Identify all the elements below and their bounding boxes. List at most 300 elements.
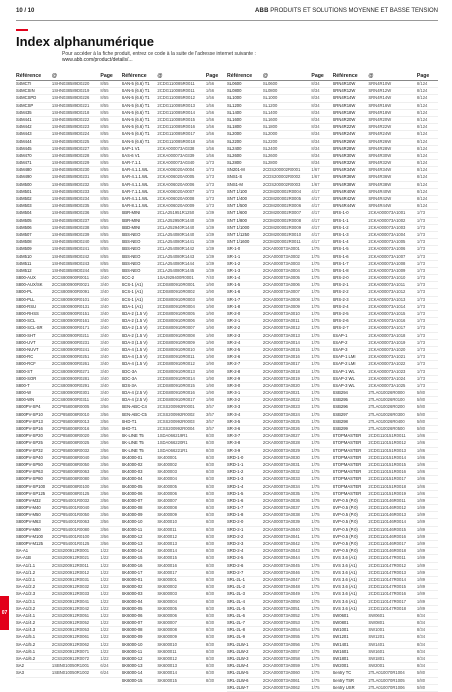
product-code-link[interactable]: 2TLA010026R0100	[368, 397, 405, 403]
product-code-link[interactable]: 2TLA010026R0300	[368, 411, 405, 417]
product-code-link[interactable]: 2CDG110147R0013	[368, 569, 406, 575]
product-code-link[interactable]: 1SHN038589D0222	[51, 116, 90, 122]
product-code-link[interactable]: SRN4R30W	[368, 152, 392, 158]
product-code-link[interactable]: 2CDG110147R0011	[368, 555, 406, 561]
product-code-link[interactable]: SK600014	[157, 670, 177, 676]
product-code-link[interactable]: 2CDG110146R0016	[368, 533, 406, 539]
product-code-link[interactable]: 1SAJ929400R0001	[157, 275, 194, 281]
product-code-link[interactable]: SW1201	[368, 634, 385, 640]
product-code-link[interactable]: SK400005	[157, 483, 177, 489]
product-code-link[interactable]: 2CKA000073A0009	[262, 303, 300, 309]
product-code-link[interactable]: 2CKA000073A1007	[368, 253, 406, 259]
product-code-link[interactable]: 2CSS200912R0012	[51, 569, 90, 575]
product-code-link[interactable]: 1SHN038589D0233	[51, 188, 90, 194]
product-code-link[interactable]: 2CDM200002R0009	[262, 224, 302, 230]
product-code-link[interactable]: SL1400	[262, 109, 278, 115]
product-code-link[interactable]: SRN4R38W	[368, 181, 392, 187]
product-code-link[interactable]: SRN4R34W	[368, 167, 392, 173]
product-code-link[interactable]: SK400010	[157, 519, 177, 525]
product-code-link[interactable]: 2CSS200912R0042	[51, 605, 90, 611]
product-code-link[interactable]: SK600001	[157, 576, 177, 582]
product-code-link[interactable]: 2CCS800900R0301	[51, 390, 90, 396]
product-code-link[interactable]: 2CSS200912R0041	[51, 598, 90, 604]
product-code-link[interactable]: SRN4R20W	[368, 116, 392, 122]
product-code-link[interactable]: 1SHN038589D0220	[51, 81, 90, 86]
product-code-link[interactable]: 2CKA000073A1018	[368, 332, 406, 338]
product-code-link[interactable]: 2CKA000073A0046	[262, 569, 300, 575]
product-code-link[interactable]: 2CDG110146R0012	[368, 505, 406, 511]
product-code-link[interactable]: 1SHN038589D0230	[51, 167, 90, 173]
product-code-link[interactable]: 2CSS200912R0051	[51, 612, 90, 618]
product-code-link[interactable]: 2CDG110085R0011	[157, 81, 195, 86]
product-code-link[interactable]: 2CKA000073A0060	[262, 670, 300, 676]
product-code-link[interactable]: 2CDG110151R0016	[368, 469, 406, 475]
product-code-link[interactable]: 2CCS800900R0211	[51, 332, 90, 338]
product-code-link[interactable]: 2CKA000073A0030	[262, 454, 300, 460]
product-code-link[interactable]: 2CKA000073A1022	[368, 361, 406, 367]
product-code-link[interactable]: 2CKA000073A0051	[262, 605, 300, 611]
product-code-link[interactable]: SL2000	[262, 131, 278, 137]
product-code-link[interactable]: 2CDS800910R0006	[157, 318, 195, 324]
product-code-link[interactable]: 2CSS200912R0071	[51, 648, 90, 654]
product-code-link[interactable]: 2CKA000073A1006	[368, 246, 406, 252]
product-code-link[interactable]: 1SHN038589D0241	[51, 246, 90, 252]
product-code-link[interactable]: 2CLA254080R1442	[157, 246, 195, 252]
product-code-link[interactable]: 1SHN038589D0228	[51, 152, 90, 158]
product-code-link[interactable]: 1SHN038589D0234	[51, 196, 90, 201]
product-code-link[interactable]: 2CCP854001R0100	[51, 533, 90, 539]
product-code-link[interactable]: 2CKA000073A0052	[262, 612, 300, 618]
product-code-link[interactable]: SK600009	[157, 634, 177, 640]
product-code-link[interactable]: 2CDG110085R0015	[157, 116, 195, 122]
product-code-link[interactable]: 2CDM200002R0011	[262, 239, 301, 245]
product-code-link[interactable]: 2CKA000073A0025	[262, 418, 300, 424]
product-code-link[interactable]: SL0600	[262, 81, 278, 86]
product-code-link[interactable]: 2CKA000073A0010	[262, 311, 300, 316]
product-code-link[interactable]: SRN4R18W	[368, 109, 392, 115]
product-code-link[interactable]: 2CKA000073A0024	[262, 411, 300, 417]
product-code-link[interactable]: 2CDS800910R0004	[157, 303, 195, 309]
product-code-link[interactable]: 2CKA000073A0022	[262, 397, 300, 403]
product-code-link[interactable]: 2CCP854001R0063	[51, 519, 90, 525]
product-code-link[interactable]: 2CDS200002R0003	[262, 181, 301, 187]
product-code-link[interactable]: 2CCS800900R0311	[51, 397, 90, 403]
product-code-link[interactable]: 2CKA000073A1005	[368, 239, 406, 245]
product-code-link[interactable]: 2CSS200912R0031	[51, 576, 90, 582]
product-code-link[interactable]: 2CSS200992R0003	[157, 418, 195, 424]
product-code-link[interactable]: SK400016	[157, 562, 177, 568]
product-code-link[interactable]: 2CKA000073A0014	[262, 339, 300, 345]
product-code-link[interactable]: 2CDM200002R0007	[262, 210, 302, 216]
product-code-link[interactable]: 2CDG110085R0017	[157, 131, 195, 137]
product-code-link[interactable]: 2CKA000073A1013	[368, 296, 406, 302]
product-code-link[interactable]: SK600007	[157, 620, 177, 626]
product-code-link[interactable]: 2CDG110151R0011	[368, 433, 406, 439]
product-code-link[interactable]: 2CDM200002R0004	[262, 188, 302, 194]
product-code-link[interactable]: SK400012	[157, 533, 177, 539]
product-code-link[interactable]: 2CKA000073A0023	[262, 404, 300, 410]
product-code-link[interactable]: SRN4R42W	[368, 196, 392, 201]
product-code-link[interactable]: 2CCS800900R0241	[51, 346, 90, 352]
product-code-link[interactable]: 2CKA000073A0020	[262, 382, 300, 388]
product-code-link[interactable]: SL1000	[262, 95, 278, 101]
product-code-link[interactable]: 2CKA000073A0035	[262, 490, 300, 496]
product-code-link[interactable]: 2CKA000073A0049	[262, 591, 300, 597]
product-code-link[interactable]: 2CDG110147R0016	[368, 591, 406, 597]
product-code-link[interactable]: 2CKA006020A0007	[157, 188, 195, 194]
product-code-link[interactable]: SK600003	[157, 591, 177, 597]
product-code-link[interactable]: 2CDG110151R0018	[368, 483, 406, 489]
product-code-link[interactable]: 2CKA000073A0028	[262, 440, 300, 446]
product-code-link[interactable]: SL0800	[262, 88, 278, 94]
product-code-link[interactable]: 2CKA000073A1015	[368, 311, 406, 316]
product-code-link[interactable]: 2CSS200912R0033	[51, 591, 90, 597]
product-code-link[interactable]: 2CKA000073A1012	[368, 289, 406, 295]
product-code-link[interactable]: 2CKA000073A0062	[262, 684, 300, 690]
product-code-link[interactable]: 2CCP854001R0080	[51, 526, 90, 532]
product-code-link[interactable]: 2CKA000073A1017	[368, 325, 406, 331]
product-code-link[interactable]: 2CSS200912R0032	[51, 584, 90, 590]
product-code-link[interactable]: SK400014	[157, 548, 177, 554]
product-code-link[interactable]: SRN4R32W	[368, 160, 392, 166]
product-code-link[interactable]: 1SHN038589D0239	[51, 231, 90, 237]
product-code-link[interactable]: 2CLA254080R1440	[157, 231, 195, 237]
product-code-link[interactable]: 2CKA000073A1021	[368, 354, 406, 360]
product-code-link[interactable]: SK600004	[157, 598, 177, 604]
product-code-link[interactable]: 2CDS800910R0005	[157, 311, 195, 316]
product-code-link[interactable]: 2CCP858008R0005	[51, 404, 90, 410]
product-code-link[interactable]: 2CKA000073A0029	[262, 447, 300, 453]
product-code-link[interactable]: 1SHN038589D0227	[51, 145, 90, 151]
product-code-link[interactable]: 2CKA000073A0031	[262, 461, 300, 467]
product-code-link[interactable]: 2CSS200992R0001	[157, 404, 195, 410]
product-code-link[interactable]: 2CCS800900R0251	[51, 354, 90, 360]
product-code-link[interactable]: 1SHN038589D0229	[51, 160, 90, 166]
product-code-link[interactable]: 2CDS800910R0016	[157, 390, 195, 396]
product-code-link[interactable]: 1SDA066219R1	[157, 433, 188, 439]
product-code-link[interactable]: 2CDG110146R0014	[368, 519, 406, 525]
product-code-link[interactable]: 2CDG110151R0015	[368, 461, 406, 467]
product-code-link[interactable]: 1SDA066221R1	[157, 447, 188, 453]
product-code-link[interactable]: 2CKA000073A0340	[157, 160, 195, 166]
product-code-link[interactable]: 2CKA000073A0004	[262, 267, 300, 273]
product-code-link[interactable]: 2CKA000073A0059	[262, 663, 300, 669]
product-code-link[interactable]: 2CDS800910R0014	[157, 375, 195, 381]
product-code-link[interactable]: 2CDS800910R0012	[157, 361, 195, 367]
product-code-link[interactable]: 2CCP858008R0025	[51, 440, 90, 446]
product-code-link[interactable]: 1SHN038589D0232	[51, 181, 90, 187]
product-code-link[interactable]: 2CKA000073A0007	[262, 289, 300, 295]
product-code-link[interactable]: 2CDG110085R0016	[157, 124, 195, 130]
product-code-link[interactable]: 2CCS800900R0151	[51, 311, 90, 316]
product-code-link[interactable]: 2CSS200912R0052	[51, 620, 90, 626]
product-code-link[interactable]: 1SHN038589D0236	[51, 210, 90, 216]
product-code-link[interactable]: 2CDM200002R0010	[262, 231, 302, 237]
product-code-link[interactable]: 2CKA000073A1016	[368, 318, 406, 324]
product-code-link[interactable]: SK400003	[157, 469, 177, 475]
product-code-link[interactable]: 2CKA000073A1008	[368, 260, 406, 266]
product-code-link[interactable]: 2CCS800900R0231	[51, 339, 90, 345]
product-code-link[interactable]: 2CKA000073A0338	[157, 145, 195, 151]
product-code-link[interactable]: 2CKA000073A0055	[262, 634, 300, 640]
product-code-link[interactable]: SK400007	[157, 497, 177, 503]
product-code-link[interactable]: 1SHN038589D0243	[51, 260, 90, 266]
product-code-link[interactable]: 2CDG110146R0015	[368, 526, 406, 532]
product-code-link[interactable]: 2CKA000073A0012	[262, 325, 300, 331]
product-code-link[interactable]: 2CDG110085R0013	[157, 102, 195, 108]
product-code-link[interactable]: SRN4R28W	[368, 145, 392, 151]
product-code-link[interactable]: 2CCS800900R0271	[51, 368, 90, 374]
product-code-link[interactable]: 2CDM200002R0008	[262, 217, 302, 223]
product-code-link[interactable]: 2CCS800900R0291	[51, 382, 90, 388]
product-code-link[interactable]: 1SHN038589D0242	[51, 253, 90, 259]
product-code-link[interactable]: SW0801	[368, 620, 385, 626]
product-code-link[interactable]: SK600015	[157, 677, 177, 683]
product-code-link[interactable]: 2CCS800900R0101	[51, 296, 90, 302]
product-code-link[interactable]: 2CKA000073A0040	[262, 526, 300, 532]
product-code-link[interactable]: 2CCS800900R0131	[51, 303, 90, 309]
product-code-link[interactable]: 2CKA000073A0041	[262, 533, 300, 539]
product-code-link[interactable]: 2CKA000073A0015	[262, 346, 300, 352]
product-code-link[interactable]: SK400002	[157, 461, 177, 467]
product-code-link[interactable]: SK400013	[157, 541, 177, 546]
product-code-link[interactable]: SK400017	[157, 569, 177, 575]
product-code-link[interactable]: SRN4R10W	[368, 81, 392, 86]
product-code-link[interactable]: 2CDG110146R0011	[368, 497, 406, 503]
product-code-link[interactable]: SL2200	[262, 138, 278, 144]
product-code-link[interactable]: 2CCP858008R0100	[51, 483, 90, 489]
product-code-link[interactable]: 2CKA000073A0026	[262, 426, 300, 431]
product-code-link[interactable]: 2CKA000073A0053	[262, 620, 300, 626]
product-code-link[interactable]: 2CKA000073A0006	[262, 282, 300, 288]
product-code-link[interactable]: 2CCP858008R0016	[51, 426, 90, 431]
product-code-link[interactable]: 2CKA000073A1001	[368, 210, 406, 216]
product-code-link[interactable]: 2CKA000073A0011	[262, 318, 300, 324]
product-code-link[interactable]: 2CKA000073A0017	[262, 361, 300, 367]
product-code-link[interactable]: 2TLA010070R1005	[368, 677, 405, 683]
product-code-link[interactable]: 2CDS800910R0017	[157, 397, 195, 403]
product-code-link[interactable]: 2CSS200992R0002	[157, 411, 195, 417]
product-code-link[interactable]: 2CSS200912R0021	[51, 555, 90, 561]
product-code-link[interactable]: 2CCP854001R0040	[51, 505, 90, 511]
product-code-link[interactable]: 2CCP854001R0125	[51, 541, 90, 546]
product-code-link[interactable]: 2CKA000073A0056	[262, 641, 300, 647]
product-code-link[interactable]: 2CCP858008R0125	[51, 490, 90, 496]
product-code-link[interactable]: 2CDG110146R0013	[368, 512, 406, 518]
product-code-link[interactable]: 2CKA000073A0037	[262, 505, 300, 511]
product-code-link[interactable]: 2CDG110085R0011	[157, 88, 195, 94]
product-code-link[interactable]: 2CKA000073A0003	[262, 260, 300, 266]
product-code-link[interactable]: 2TLA010026R0200	[368, 404, 405, 410]
product-code-link[interactable]: 2CDG110085R0018	[157, 138, 195, 144]
product-code-link[interactable]: SL2400	[262, 145, 278, 151]
product-code-link[interactable]: SK400015	[157, 555, 177, 561]
product-code-link[interactable]: SRN4R24W	[368, 131, 392, 137]
product-code-link[interactable]: 2CDS800910R0009	[157, 339, 195, 345]
product-code-link[interactable]: 2CSS200912R0001	[51, 548, 90, 554]
product-code-link[interactable]: SK400006	[157, 490, 177, 496]
product-code-link[interactable]: 1SHN038589D0218	[51, 109, 90, 115]
product-code-link[interactable]: 2CLA254080R1444	[157, 260, 195, 266]
product-code-link[interactable]: 2TLA010070R1004	[368, 670, 405, 676]
product-code-link[interactable]: 1SHN038589D0240	[51, 239, 90, 245]
product-code-link[interactable]: 2CKA000073A0042	[262, 541, 300, 546]
product-code-link[interactable]: 2CKA000073A0057	[262, 648, 300, 654]
product-code-link[interactable]: 2CDG110085R0012	[157, 95, 195, 101]
product-code-link[interactable]: 2CKA000073A0027	[262, 433, 300, 439]
product-code-link[interactable]: 2CKA000073A0043	[262, 548, 300, 554]
product-code-link[interactable]: 1SBN010050R1002	[51, 670, 90, 676]
product-code-link[interactable]: 2CKA000073A1020	[368, 346, 406, 352]
product-code-link[interactable]: 2CDG110147R0015	[368, 584, 406, 590]
product-code-link[interactable]: 2CCS800900R0161	[51, 318, 90, 324]
product-code-link[interactable]: 2CKA000073A0054	[262, 627, 300, 633]
product-code-link[interactable]: 2CKA000073A1024	[368, 375, 406, 381]
product-code-link[interactable]: SL2600	[262, 152, 278, 158]
product-code-link[interactable]: 1SHN038589D0231	[51, 174, 90, 180]
product-code-link[interactable]: SK400008	[157, 505, 177, 511]
product-code-link[interactable]: SRN4R22W	[368, 124, 392, 130]
product-code-link[interactable]: 2CKA000073A0044	[262, 555, 300, 561]
product-code-link[interactable]: 2CDS800910R0002	[157, 289, 195, 295]
product-code-link[interactable]: 2CKA000073A0018	[262, 368, 300, 374]
product-code-link[interactable]: SK400011	[157, 526, 177, 532]
product-code-link[interactable]: 2CLA252940R1440	[157, 224, 195, 230]
product-code-link[interactable]: 2CKA000073A1023	[368, 368, 406, 374]
product-code-link[interactable]: 2CKA000073A0339	[157, 152, 195, 158]
product-code-link[interactable]: 2CSS200912R0011	[51, 562, 89, 568]
chapter-tab[interactable]: 07	[0, 596, 9, 630]
product-code-link[interactable]: 2CCP858008R0040	[51, 454, 90, 460]
product-code-link[interactable]: 2CKA000073A0036	[262, 497, 300, 503]
product-code-link[interactable]: SK600002	[157, 584, 177, 590]
product-code-link[interactable]: 2CKA000073A0047	[262, 576, 300, 582]
product-code-link[interactable]: 2CKA000073A1009	[368, 267, 406, 273]
product-code-link[interactable]: 1SHN038589D0221	[51, 102, 90, 108]
product-code-link[interactable]: 2CSS200992R0004	[157, 426, 195, 431]
product-code-link[interactable]: 2CDS800910R0011	[157, 354, 195, 360]
product-code-link[interactable]: 2CKA000073A0050	[262, 598, 300, 604]
product-code-link[interactable]: SK400009	[157, 512, 177, 518]
product-code-link[interactable]: 1SDA066220R1	[157, 440, 188, 446]
product-code-link[interactable]: 2CDS800910R0007	[157, 325, 195, 331]
product-code-link[interactable]: SK600011	[157, 648, 177, 654]
product-code-link[interactable]: 2CSS200912R0053	[51, 627, 90, 633]
product-code-link[interactable]: 2CKA000073A0008	[262, 296, 300, 302]
product-code-link[interactable]: 2CDS800910R0001	[157, 282, 195, 288]
product-code-link[interactable]: 1SHN038589D0237	[51, 217, 90, 223]
product-code-link[interactable]: SW0601	[368, 612, 385, 618]
product-code-link[interactable]: 2CDG110147R0014	[368, 576, 406, 582]
product-code-link[interactable]: 1SHN038589D0235	[51, 203, 90, 209]
product-code-link[interactable]: 2CKA000073A1014	[368, 303, 406, 309]
product-code-link[interactable]: 2CCP858008R0013	[51, 418, 90, 424]
product-code-link[interactable]: 1SHN038589D0219	[51, 88, 90, 94]
product-code-link[interactable]: 2CDG110147R0017	[368, 598, 406, 604]
product-code-link[interactable]: 2CLA254080R1441	[157, 239, 195, 245]
product-code-link[interactable]: 2CDS800910R0003	[157, 296, 195, 302]
product-code-link[interactable]: 2CKA000073A0019	[262, 375, 300, 381]
product-code-link[interactable]: SRN4R36W	[368, 174, 392, 180]
product-code-link[interactable]: 2CKA000073A0021	[262, 390, 300, 396]
product-code-link[interactable]: 2CDG110151R0012	[368, 440, 406, 446]
product-code-link[interactable]: 2CKA000073A1025	[368, 382, 406, 388]
product-code-link[interactable]: 2CDG110146R0018	[368, 548, 406, 554]
product-code-link[interactable]: 2CKA000073A0038	[262, 512, 300, 518]
product-code-link[interactable]: SRN4R14W	[368, 95, 392, 101]
product-code-link[interactable]: 2CCP854001R0050	[51, 512, 90, 518]
product-code-link[interactable]: SK600010	[157, 641, 177, 647]
product-code-link[interactable]: 2CCS800900R0281	[51, 375, 90, 381]
product-code-link[interactable]: 2CSS200912R0072	[51, 656, 90, 661]
product-code-link[interactable]: SK600005	[157, 605, 177, 611]
product-code-link[interactable]: SRN4R40W	[368, 188, 392, 194]
product-code-link[interactable]: 2CDM200002R0005	[262, 196, 302, 201]
product-code-link[interactable]: 2CKA000073A0002	[262, 253, 300, 259]
product-code-link[interactable]: 2CLA251951R1250	[157, 210, 195, 216]
product-code-link[interactable]: 2CDG110151R0013	[368, 447, 406, 453]
product-code-link[interactable]: 2CDS800910R0008	[157, 332, 195, 338]
product-code-link[interactable]: 1SHN038589D0244	[51, 267, 90, 273]
product-code-link[interactable]: 2CKA000073A1010	[368, 275, 406, 281]
product-code-link[interactable]: 1SHN038589D0225	[51, 138, 90, 144]
product-code-link[interactable]: 2CKA000073A0045	[262, 562, 300, 568]
product-code-link[interactable]: 2CDG110085R0014	[157, 109, 195, 115]
product-code-link[interactable]: 2TLA010070R1006	[368, 684, 405, 690]
product-code-link[interactable]: 2TLA010026R0400	[368, 418, 405, 424]
product-code-link[interactable]: 2CCP858008R0020	[51, 433, 90, 439]
product-code-link[interactable]: 2CDM200002R0006	[262, 203, 302, 209]
product-code-link[interactable]: 2CKA006020A0004	[157, 167, 195, 173]
product-details-link[interactable]: www.abb.com/product/details/...	[62, 57, 133, 64]
product-code-link[interactable]: 2CKA000073A1011	[368, 282, 406, 288]
product-code-link[interactable]: SK400004	[157, 476, 177, 482]
product-code-link[interactable]: 2CKA000073A0034	[262, 483, 300, 489]
product-code-link[interactable]: 2CKA006020A0006	[157, 181, 195, 187]
product-code-link[interactable]: 2CKA000073A0001	[262, 246, 300, 252]
product-code-link[interactable]: 2CCP858008R0080	[51, 476, 90, 482]
product-code-link[interactable]: 2CCP858008R0063	[51, 469, 90, 475]
product-code-link[interactable]: 2CLA254080R1445	[157, 267, 195, 273]
product-code-link[interactable]: 2CKA000073A0039	[262, 519, 300, 525]
product-code-link[interactable]: 2CKA006020A0008	[157, 196, 195, 201]
product-code-link[interactable]: 2CDG110146R0017	[368, 541, 406, 546]
product-code-link[interactable]: 2CCS800900R0171	[51, 325, 90, 331]
product-code-link[interactable]: SW1801	[368, 656, 385, 661]
product-code-link[interactable]: 2CDG110151R0019	[368, 490, 406, 496]
product-code-link[interactable]: 2CCP858008R0010	[51, 411, 90, 417]
product-code-link[interactable]: 2CKA000073A0033	[262, 476, 300, 482]
product-code-link[interactable]: SW2001	[368, 663, 385, 669]
product-code-link[interactable]: 2CLA254080R1443	[157, 253, 195, 259]
product-code-link[interactable]: 2CKA006020A0005	[157, 174, 195, 180]
product-code-link[interactable]: 2CKA000073A1003	[368, 224, 406, 230]
product-code-link[interactable]: 2CDS200002R0001	[262, 167, 301, 173]
product-code-link[interactable]: SK400001	[157, 454, 177, 460]
product-code-link[interactable]: 2CDS200002R0002	[262, 174, 301, 180]
product-code-link[interactable]: 2CDG110147R0018	[368, 605, 406, 611]
product-code-link[interactable]: 2CCS800900R0091	[51, 289, 90, 295]
product-code-link[interactable]: SL1600	[262, 116, 278, 122]
product-code-link[interactable]: 2CDS800910R0013	[157, 368, 195, 374]
product-code-link[interactable]: 2CCS800900R0261	[51, 361, 90, 367]
product-code-link[interactable]: 2CCP854001R0032	[51, 497, 90, 503]
product-code-link[interactable]: 2TLA010026R0000	[368, 390, 405, 396]
product-code-link[interactable]: SK600008	[157, 627, 177, 633]
product-code-link[interactable]: 1SHN038589D0223	[51, 124, 90, 130]
product-code-link[interactable]: 2CKA000073A0032	[262, 469, 300, 475]
product-code-link[interactable]: 2CKA000073A1004	[368, 231, 406, 237]
